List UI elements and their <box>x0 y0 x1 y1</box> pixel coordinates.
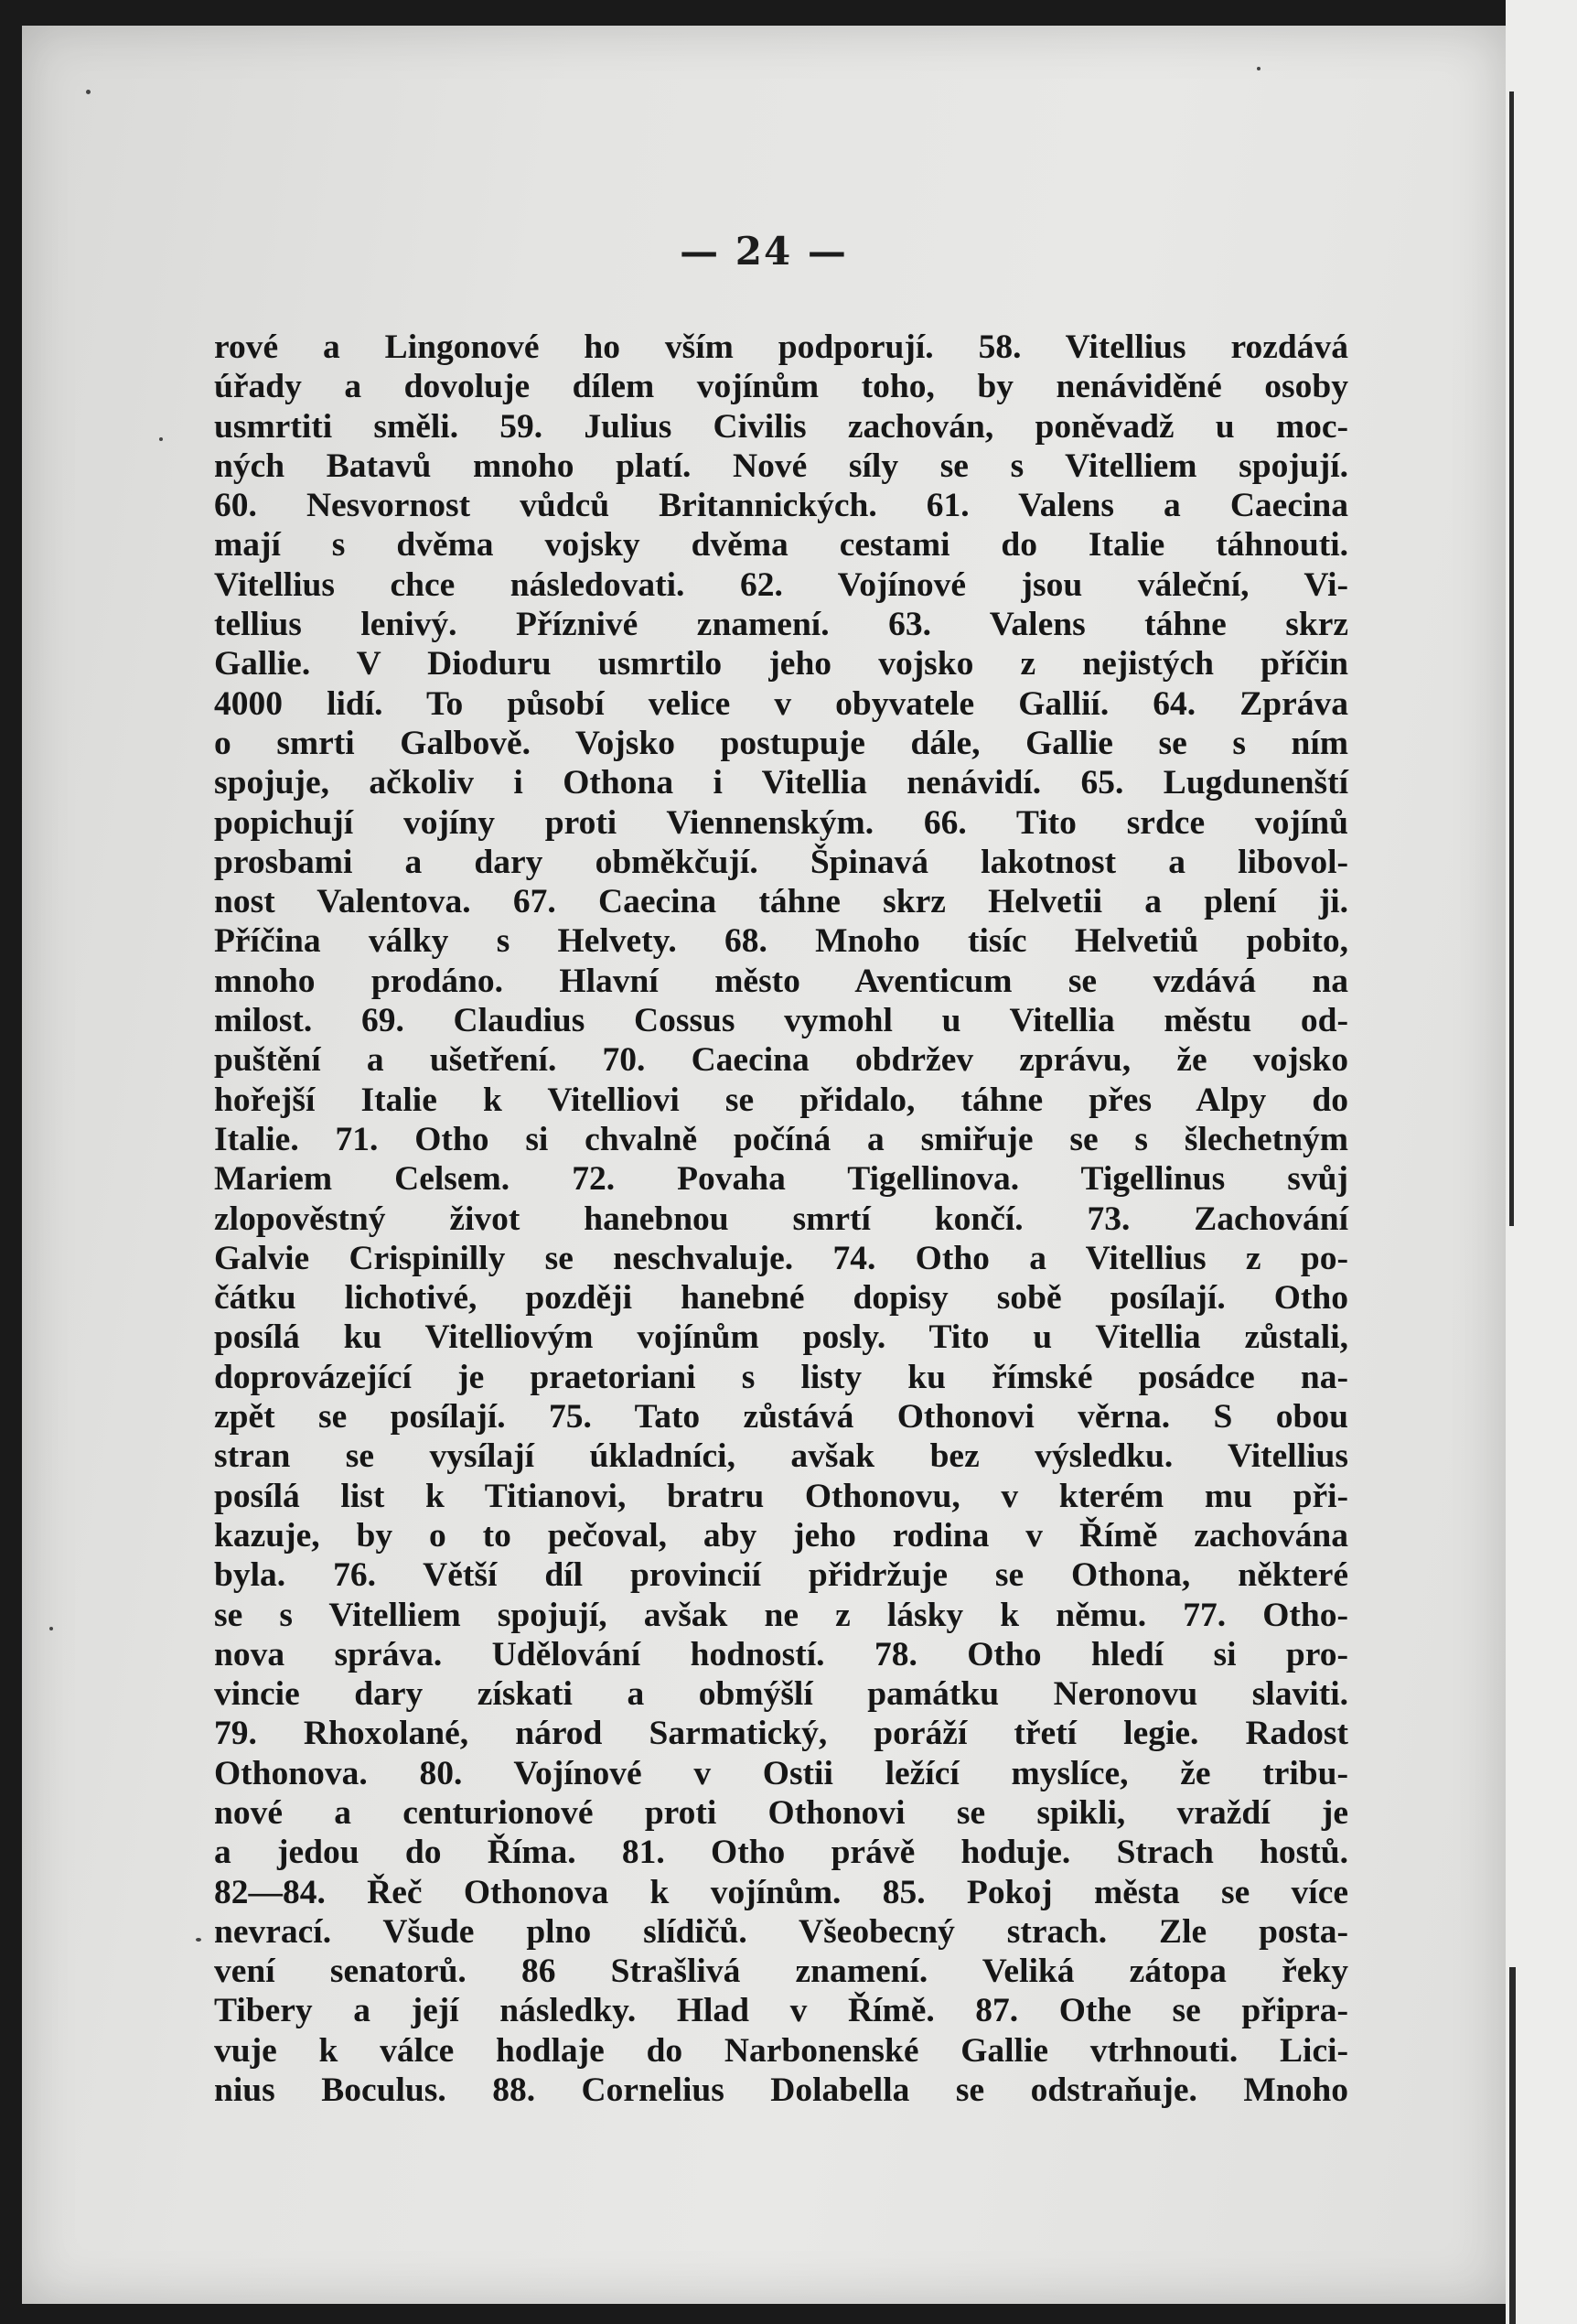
text-line: milost. 69. Claudius Cossus vymohl u Vitellia městu od- <box>214 1002 1348 1040</box>
text-line: čátku lichotivé, později hanebné dopisy sobě posílají. Otho <box>214 1279 1348 1318</box>
page-spine-edge <box>1506 0 1577 2324</box>
text-line: Příčina války s Helvety. 68. Mnoho tisíc Helvetiů pobito, <box>214 922 1348 961</box>
text-line: o smrti Galbově. Vojsko postupuje dále, Gallie se s ním <box>214 724 1348 762</box>
dust-speck <box>1257 67 1261 70</box>
spine-shadow-line <box>1509 1967 1516 2324</box>
dust-speck <box>159 437 163 441</box>
book-page <box>22 26 1506 2304</box>
text-line: mají s dvěma vojsky dvěma cestami do Italie táhnouti. <box>214 526 1348 565</box>
text-line: Gallie. V Dioduru usmrtilo jeho vojsko z nejistých příčin <box>214 645 1348 683</box>
spine-shadow-line <box>1509 91 1514 1226</box>
text-line: Mariem Celsem. 72. Povaha Tigellinova. Tigellinus svůj <box>214 1160 1348 1199</box>
text-line: byla. 76. Větší díl provincií přidržuje se Othona, některé <box>214 1556 1348 1595</box>
text-line: puštění a ušetření. 70. Caecina obdržev zprávu, že vojsko <box>214 1041 1348 1080</box>
text-line: 82—84. Řeč Othonova k vojínům. 85. Pokoj města se více <box>214 1873 1348 1911</box>
text-line: 60. Nesvornost vůdců Britannických. 61. Valens a Caecina <box>214 487 1348 525</box>
text-line: vuje k válce hodlaje do Narbonenské Gallie vtrhnouti. Lici- <box>214 2031 1348 2070</box>
text-line: posílá list k Titianovi, bratru Othonovu, v kterém mu při- <box>214 1477 1348 1515</box>
text-line: popichují vojíny proti Viennenským. 66. Tito srdce vojínů <box>214 803 1348 842</box>
text-line: hořejší Italie k Vitelliovi se přidalo, táhne přes Alpy do <box>214 1081 1348 1119</box>
text-line: stran se vysílají úkladníci, avšak bez výsledku. Vitellius <box>214 1437 1348 1476</box>
text-line: kazuje, by o to pečoval, aby jeho rodina v Římě zachována <box>214 1516 1348 1555</box>
text-line: Italie. 71. Otho si chvalně počíná a smiřuje se s šlechetným <box>214 1120 1348 1158</box>
text-line: nova správa. Udělování hodností. 78. Otho hledí si pro- <box>214 1635 1348 1673</box>
text-line: mnoho prodáno. Hlavní město Aventicum se vzdává na <box>214 962 1348 1000</box>
text-line: vincie dary získati a obmýšlí památku Neronovu slaviti. <box>214 1675 1348 1714</box>
text-line: Othonova. 80. Vojínové v Ostii ležící myslíce, že tribu- <box>214 1754 1348 1792</box>
text-line: rové a Lingonové ho vším podporují. 58. Vitellius rozdává <box>214 328 1348 366</box>
text-line: Galvie Crispinilly se neschvaluje. 74. Otho a Vitellius z po- <box>214 1239 1348 1277</box>
text-line: se s Vitelliem spojují, avšak ne z lásky k němu. 77. Otho- <box>214 1596 1348 1634</box>
text-line: Vitellius chce následovati. 62. Vojínové jsou váleční, Vi- <box>214 565 1348 604</box>
text-line: zlopověstný život hanebnou smrtí končí. 73. Zachování <box>214 1200 1348 1238</box>
text-line: nius Boculus. 88. Cornelius Dolabella se odstraňuje. Mnoho <box>214 2071 1348 2110</box>
text-line: úřady a dovoluje dílem vojínům toho, by nenáviděné osoby <box>214 368 1348 406</box>
dust-speck <box>49 1627 53 1630</box>
text-line: 4000 lidí. To působí velice v obyvatele Gallií. 64. Zpráva <box>214 684 1348 723</box>
page-number: — 24 — <box>680 229 848 274</box>
text-line: Tibery a její následky. Hlad v Římě. 87. Othe se připra- <box>214 1992 1348 2030</box>
text-line: a jedou do Říma. 81. Otho právě hoduje. Strach hostů. <box>214 1834 1348 1872</box>
text-line: ných Batavů mnoho platí. Nové síly se s Vitelliem spojují. <box>214 447 1348 485</box>
text-line: vení senatorů. 86 Strašlivá znamení. Veliká zátopa řeky <box>214 1953 1348 1991</box>
text-line: usmrtiti směli. 59. Julius Civilis zachován, poněvadž u moc- <box>214 407 1348 446</box>
text-line: doprovázející je praetoriani s listy ku římské posádce na- <box>214 1358 1348 1396</box>
text-line: posílá ku Vitelliovým vojínům posly. Tito u Vitellia zůstali, <box>214 1318 1348 1357</box>
text-line: nost Valentova. 67. Caecina táhne skrz Helvetii a plení ji. <box>214 883 1348 921</box>
dust-speck <box>196 1938 201 1942</box>
text-line: spojuje, ačkoliv i Othona i Vitellia nenávidí. 65. Lugdunenští <box>214 764 1348 802</box>
text-line: 79. Rhoxolané, národ Sarmatický, poráží třetí legie. Radost <box>214 1715 1348 1753</box>
text-line: tellius lenivý. Příznivé znamení. 63. Valens táhne skrz <box>214 606 1348 644</box>
body-text <box>214 328 1348 2110</box>
dust-speck <box>86 90 91 94</box>
text-line: nové a centurionové proti Othonovi se spikli, vraždí je <box>214 1793 1348 1832</box>
text-line: nevrací. Všude plno slídičů. Všeobecný strach. Zle posta- <box>214 1912 1348 1951</box>
text-line: zpět se posílají. 75. Tato zůstává Othonovi věrna. S obou <box>214 1398 1348 1436</box>
text-line: prosbami a dary obměkčují. Špinavá lakotnost a libovol- <box>214 843 1348 881</box>
